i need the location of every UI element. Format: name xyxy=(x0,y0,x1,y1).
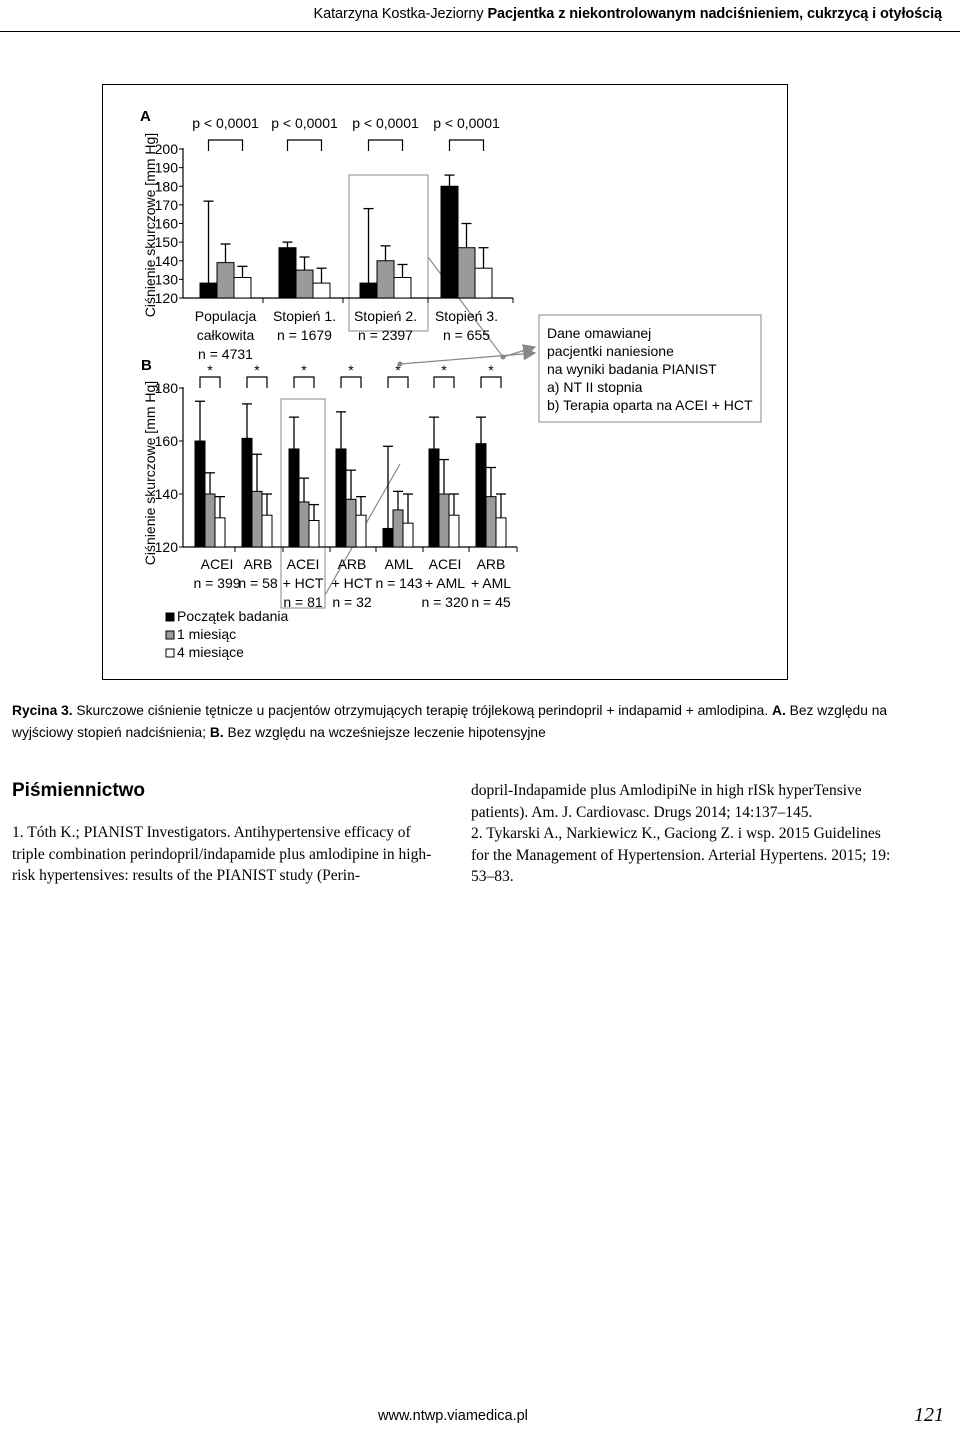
panel-a-bar-1-miesi-c xyxy=(217,263,234,298)
panel-a-bar-4-miesi-ce xyxy=(475,268,492,298)
panel-b-bar-pocz-tek-badania xyxy=(476,444,486,547)
page-number: 121 xyxy=(914,1404,944,1426)
panel-b-y-tick-label: 180 xyxy=(154,380,178,396)
running-head-title: Pacjentka z niekontrolowanym nadciśnieniem, cukrzycą i otyłością xyxy=(487,6,942,22)
running-head xyxy=(314,6,942,22)
panel-b-significance-mark: * xyxy=(301,362,307,378)
panel-a-y-tick-label: 200 xyxy=(154,141,178,157)
panel-a-bar-pocz-tek-badania xyxy=(279,248,296,298)
panel-b-category-label: n = 320 xyxy=(421,594,469,610)
caption-text-3: Bez względu na wcześniejsze leczenie hipotensyjne xyxy=(223,725,546,740)
figure-caption xyxy=(12,700,942,744)
panel-b-category-label: n = 399 xyxy=(193,575,241,591)
panel-b-category-label: n = 32 xyxy=(332,594,372,610)
panel-b-category-label: + AML xyxy=(470,575,512,591)
panel-b-bar-1-miesi-c xyxy=(393,510,403,547)
panel-b-y-tick-label: 160 xyxy=(154,433,178,449)
running-head-author: Katarzyna Kostka-Jeziorny xyxy=(313,6,484,22)
panel-a-bar-4-miesi-ce xyxy=(394,278,411,298)
panel-b-bar-pocz-tek-badania xyxy=(195,441,205,547)
panel-a-bar-pocz-tek-badania xyxy=(441,186,458,298)
figure-box xyxy=(102,84,788,680)
panel-b-bar-1-miesi-c xyxy=(486,497,496,547)
panel-a-category-label: n = 4731 xyxy=(198,346,253,362)
panel-b-category-label: AML xyxy=(384,556,414,572)
panel-a-pvalue: p < 0,0001 xyxy=(352,115,419,131)
footer-url[interactable]: www.ntwp.viamedica.pl xyxy=(378,1408,528,1424)
panel-b-bar-4-miesi-ce xyxy=(496,518,506,547)
callout-text-line: na wyniki badania PIANIST xyxy=(547,361,717,377)
panel-b-bar-1-miesi-c xyxy=(252,491,262,547)
panel-b-category-label: + HCT xyxy=(331,575,373,591)
panel-b-category-label: ACEI xyxy=(286,556,320,572)
panel-b-label: B xyxy=(141,357,152,374)
legend-swatch-1-miesi-c xyxy=(166,631,174,639)
panel-b-significance-mark: * xyxy=(441,362,447,378)
caption-text-2: Bez względu na wyjściowy stopień nadciśnienia; xyxy=(12,703,888,740)
panel-b-bar-pocz-tek-badania xyxy=(289,449,299,547)
panel-b-category-label: n = 81 xyxy=(283,594,323,610)
panel-b-y-tick-label: 140 xyxy=(154,486,178,502)
legend-label: Początek badania xyxy=(177,608,289,624)
panel-a-y-tick-label: 180 xyxy=(154,178,178,195)
panel-a-category-label: n = 655 xyxy=(442,327,491,343)
callout-text-line: pacjentki naniesione xyxy=(547,343,674,359)
panel-a-y-tick-label: 140 xyxy=(154,252,178,269)
panel-b-category-label: ARB xyxy=(476,556,506,572)
panel-b-category-label: n = 45 xyxy=(471,594,511,610)
panel-a-bar-pocz-tek-badania xyxy=(360,283,377,298)
header-rule xyxy=(0,31,960,32)
legend-swatch-4-miesi-ce xyxy=(166,649,174,657)
panel-b-significance-mark: * xyxy=(348,362,354,378)
panel-b-bar-pocz-tek-badania xyxy=(242,438,252,547)
panel-b-significance-bracket xyxy=(247,377,267,388)
caption-b: B. xyxy=(209,725,224,740)
panel-b-significance-bracket xyxy=(434,377,454,388)
panel-b-bar-1-miesi-c xyxy=(439,494,449,547)
panel-a-bar-4-miesi-ce xyxy=(313,283,330,298)
panel-b-bar-1-miesi-c xyxy=(346,499,356,547)
panel-a-pvalue-bracket xyxy=(209,140,243,151)
panel-a-category-label: całkowita xyxy=(196,327,255,343)
panel-a-category-label: n = 2397 xyxy=(358,327,413,343)
legend-label: 4 miesiące xyxy=(177,644,244,660)
reference-2: 2. Tykarski A., Narkiewicz K., Gaciong Z. i wsp. 2015 Guidelines for the Management of Hypertension. Arterial Hypertens. 2015; 19: 53–83. xyxy=(471,825,891,885)
panel-b-significance-bracket xyxy=(341,377,361,388)
panel-a-pvalue: p < 0,0001 xyxy=(433,115,500,131)
callout-text-line: b) Terapia oparta na ACEI + HCT xyxy=(547,397,753,413)
panel-a-y-tick-label: 170 xyxy=(154,196,178,213)
panel-a-category-label: Stopień 3. xyxy=(434,308,499,324)
data-point-marker-a xyxy=(501,355,506,360)
panel-a-category-label: Stopień 2. xyxy=(353,308,418,324)
panel-b-bar-pocz-tek-badania xyxy=(336,449,346,547)
panel-b-significance-bracket xyxy=(388,377,408,388)
panel-a-bar-pocz-tek-badania xyxy=(200,283,217,298)
panel-a-y-tick-label: 130 xyxy=(154,271,178,288)
panel-b-category-label: ACEI xyxy=(200,556,234,572)
panel-b-bar-4-miesi-ce xyxy=(215,518,225,547)
panel-b-bar-4-miesi-ce xyxy=(262,515,272,547)
panel-a-y-axis-label: Ciśnienie skurczowe [mm Hg] xyxy=(142,132,158,318)
arrow-to-callout-b xyxy=(400,353,535,364)
panel-b-bar-4-miesi-ce xyxy=(403,523,413,547)
reference-1-continued: dopril-Indapamide plus AmlodipiNe in high rISk hyperTensive patients). Am. J. Cardiovasc. Drugs 2014; 14:137–145. xyxy=(471,782,862,821)
panel-b-y-tick-label: 120 xyxy=(154,539,178,555)
panel-a-y-tick-label: 190 xyxy=(154,159,178,176)
caption-label: Rycina 3. xyxy=(12,703,73,718)
panel-b-category-label: ACEI xyxy=(428,556,462,572)
panel-b-bar-pocz-tek-badania xyxy=(429,449,439,547)
references-right-column xyxy=(471,780,901,888)
panel-a-bar-4-miesi-ce xyxy=(234,278,251,298)
panel-a-pvalue-bracket xyxy=(288,140,322,151)
panel-b-category-label: n = 143 xyxy=(375,575,423,591)
panel-a-category-label: Populacja xyxy=(194,308,257,324)
legend-swatch-pocz-tek-badania xyxy=(166,613,174,621)
caption-text-1: Skurczowe ciśnienie tętnicze u pacjentów otrzymujących terapię trójlekową perindopril + indapamid + amlodipina. xyxy=(72,703,772,718)
panel-b-bar-1-miesi-c xyxy=(205,494,215,547)
panel-a-category-label: Stopień 1. xyxy=(272,308,337,324)
panel-a-pvalue: p < 0,0001 xyxy=(271,115,338,131)
reference-1: 1. Tóth K.; PIANIST Investigators. Antihypertensive efficacy of triple combination perindopril/indapamide plus amlodipine in high-risk hypertensives: results of the PIANIST study (Perin- xyxy=(12,824,432,884)
panel-b-category-label: ARB xyxy=(243,556,273,572)
references-heading: Piśmiennictwo xyxy=(12,780,146,801)
callout-text-line: Dane omawianej xyxy=(547,325,652,341)
panel-b-significance-bracket xyxy=(200,377,220,388)
legend-label: 1 miesiąc xyxy=(177,626,237,642)
panel-b-significance-mark: * xyxy=(254,362,260,378)
references-left-column xyxy=(12,822,432,887)
panel-a-bar-1-miesi-c xyxy=(458,248,475,298)
panel-a-pvalue-bracket xyxy=(450,140,484,151)
figure-svg xyxy=(103,85,789,681)
panel-a-bar-1-miesi-c xyxy=(296,270,313,298)
panel-a-category-label: n = 1679 xyxy=(277,327,332,343)
panel-b-significance-mark: * xyxy=(395,362,401,378)
panel-b-bar-4-miesi-ce xyxy=(356,515,366,547)
panel-b-bar-1-miesi-c xyxy=(299,502,309,547)
panel-b-significance-mark: * xyxy=(488,362,494,378)
panel-b-category-label: + AML xyxy=(424,575,466,591)
panel-a-y-tick-label: 150 xyxy=(154,234,178,251)
panel-b-bar-pocz-tek-badania xyxy=(383,528,393,547)
callout-text-line: a) NT II stopnia xyxy=(547,379,643,395)
panel-b-bar-4-miesi-ce xyxy=(449,515,459,547)
panel-a-y-tick-label: 160 xyxy=(154,215,178,232)
panel-a-y-tick-label: 120 xyxy=(154,290,178,306)
panel-b-significance-mark: * xyxy=(207,362,213,378)
panel-b-significance-bracket xyxy=(294,377,314,388)
panel-a-pvalue-bracket xyxy=(369,140,403,151)
panel-a-pvalue: p < 0,0001 xyxy=(192,115,259,131)
panel-b-y-axis-label: Ciśnienie skurczowe [mm Hg] xyxy=(142,380,158,566)
panel-b-category-label: ARB xyxy=(337,556,367,572)
caption-a: A. xyxy=(772,703,786,718)
panel-a-bar-1-miesi-c xyxy=(377,261,394,298)
panel-a-label: A xyxy=(140,108,151,125)
panel-b-category-label: + HCT xyxy=(282,575,324,591)
panel-b-category-label: n = 58 xyxy=(238,575,278,591)
panel-b-significance-bracket xyxy=(481,377,501,388)
panel-b-bar-4-miesi-ce xyxy=(309,521,319,548)
